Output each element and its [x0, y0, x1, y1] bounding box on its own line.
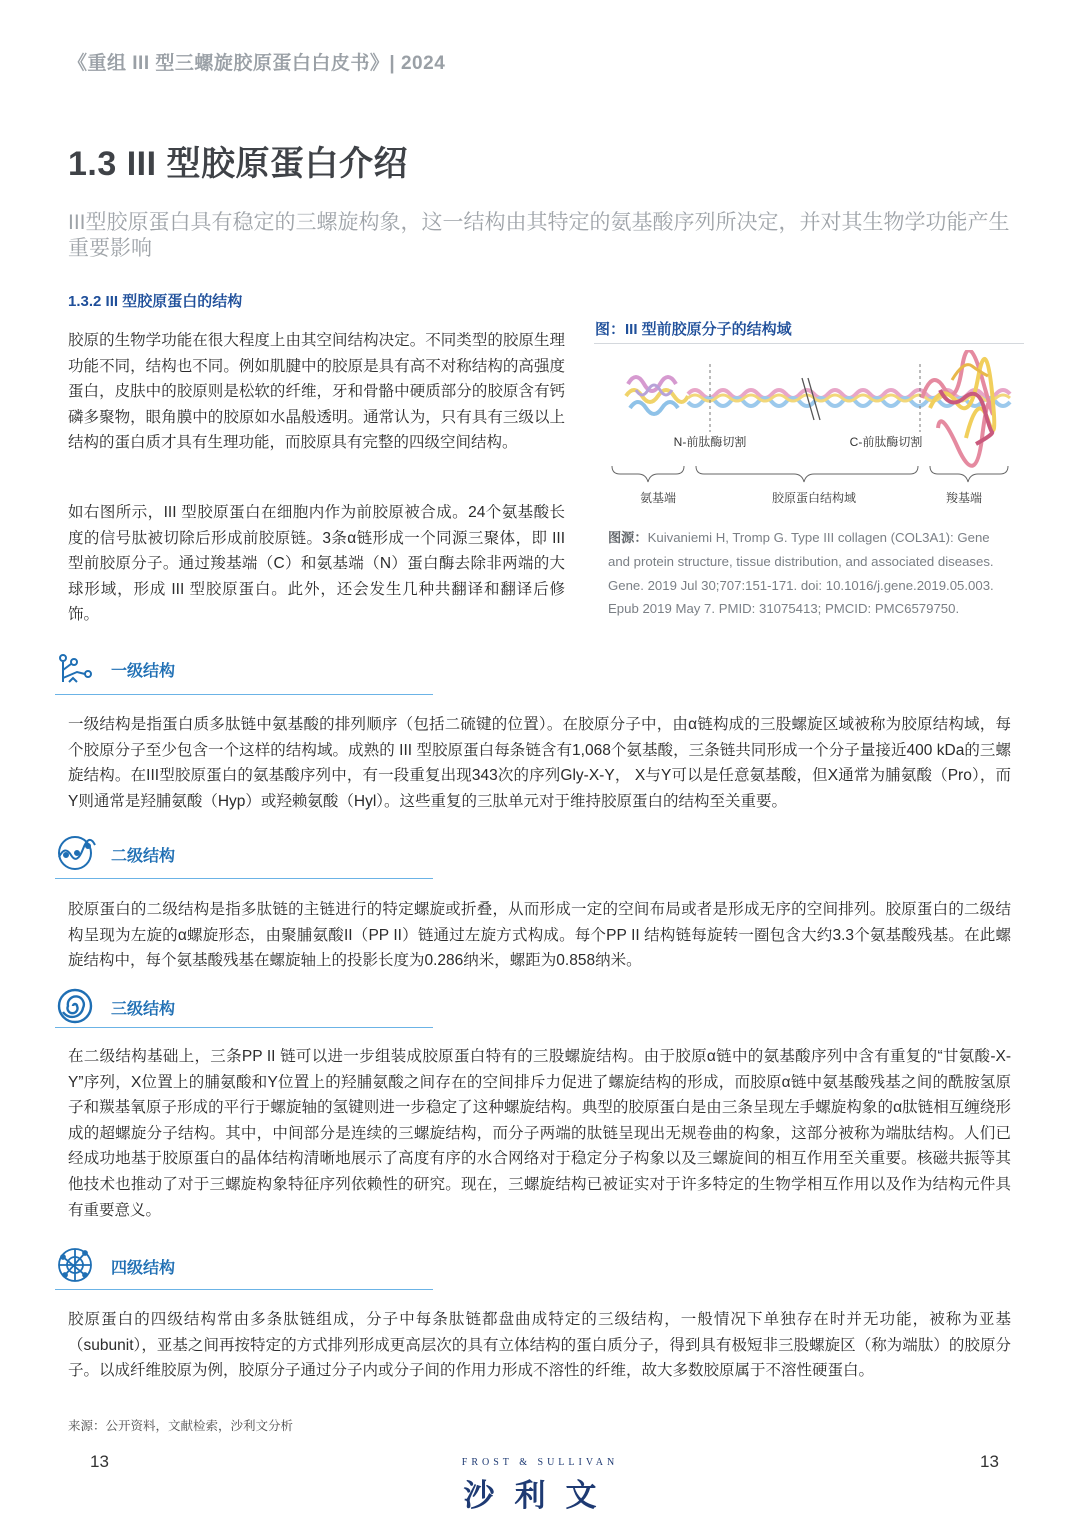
- tertiary-rule: [55, 1027, 433, 1028]
- subsection-title: 1.3.2 III 型胶原蛋白的结构: [68, 293, 243, 310]
- figure-title: 图：III 型前胶原分子的结构域: [595, 321, 792, 338]
- primary-structure-text: 一级结构是指蛋白质多肽链中氨基酸的排列顺序（包括二硫键的位置）。在胶原分子中，由α链构成的三股螺旋区域被称为胶原结构域，每个胶原分子至少包含一个这样的结构域。成熟的 III 型胶原蛋白每条链含有1,068个氨基酸，三条链共同形成一个分子量接近400 kDa的三螺旋结构。在III型胶原蛋白的氨基酸序列中，有一段重复出现343次的序列Gly-X-Y， X与Y可以是任意氨基酸，但X通常为脯氨酸（Pro），而Y则通常是羟脯氨酸（Hyp）或羟赖氨酸（Hyl）。这些重复的三肽单元对于维持胶原蛋白的结构至关重要。: [68, 716, 1011, 810]
- secondary-structure-text: 胶原蛋白的二级结构是指多肽链的主链进行的特定螺旋或折叠，从而形成一定的空间布局或者是形成无序的空间排列。胶原蛋白的二级结构呈现为左旋的α螺旋形态，由聚脯氨酸II（PP II）链通过左旋方式构成。每个PP II 结构链每旋转一圈包含大约3.3个氨基酸残基。在此螺旋结构中，每个氨基酸残基在螺旋轴上的投影长度为0.286纳米，螺距为0.858纳米。: [68, 901, 1011, 970]
- c-terminal-globule: [922, 350, 994, 466]
- carboxy-terminal-label: 羧基端: [945, 491, 983, 505]
- brand-english-logo: FROST & SULLIVAN: [461, 1457, 619, 1468]
- intro-paragraph-1: 胶原的生物学功能在很大程度上由其空间结构决定。不同类型的胶原生理功能不同，结构也不同。例如肌腱中的胶原是具有高不对称结构的高强度蛋白，皮肤中的胶原则是松软的纤维，牙和骨骼中硬质部分的胶原含有钙磷多聚物，眼角膜中的胶原如水晶般透明。通常认为，只有具有三级以上结构的蛋白质才具有生理功能，而胶原具有完整的四级空间结构。: [68, 332, 565, 452]
- figure-source: [608, 526, 1008, 621]
- collagen-domain-label: 胶原蛋白结构域: [771, 491, 857, 505]
- network-globe-icon: [55, 1245, 99, 1285]
- tertiary-structure-text: 在二级结构基础上，三条PP II 链可以进一步组装成胶原蛋白特有的三股螺旋结构。由于胶原α链中的氨基酸序列中含有重复的“甘氨酸-X-Y”序列，X位置上的脯氨酸和Y位置上的羟脯氨酸之间存在的空间排斥力促进了螺旋结构的形成，而胶原α链中氨基酸残基之间的酰胺氢原子和羰基氧原子形成的平行于螺旋轴的氢键则进一步稳定了这种螺旋结构。典型的胶原蛋白是由三条呈现左手螺旋构象的α肽链相互缠绕形成的超螺旋分子结构。其中，中间部分是连续的三螺旋结构，而分子两端的肽链呈现出无规卷曲的构象，这部分被称为端肽结构。人们已经成功地基于胶原蛋白的晶体结构清晰地展示了高度有序的水合网络对于稳定分子构象以及三螺旋间的相互作用至关重要。核磁共振等其他技术也推动了对于三螺旋构象特征序列依赖性的研究。现在，三螺旋结构已被证实对于许多特定的生物学相互作用以及作为结构元件具有重要意义。: [68, 1048, 1011, 1219]
- secondary-structure-label: 二级结构: [111, 848, 176, 865]
- helix-wave-icon: [55, 833, 99, 873]
- tertiary-structure-label: 三级结构: [111, 1001, 176, 1018]
- procollagen-diagram: [600, 350, 1020, 510]
- figure-source-label: 图源：: [608, 530, 648, 545]
- figure-source-text: Kuivaniemi H, Tromp G. Type III collagen (COL3A1): Gene and protein structure, tissue distribution, and associated diseases. Gene. 2019 Jul 30;707:151-171. doi: 10.1016/j.gene.2019.05.003. Epub 2019 May 7. PMID: 31075413; PMCID: PMC6579750.: [608, 530, 994, 617]
- n-cleavage-label: N-前肽酶切割: [673, 435, 747, 449]
- c-cleavage-label: C-前肽酶切割: [849, 435, 923, 449]
- section-subtitle: III型胶原蛋白具有稳定的三螺旋构象，这一结构由其特定的氨基酸序列所决定，并对其生物学功能产生重要影响: [68, 211, 1010, 260]
- quaternary-rule: [55, 1289, 433, 1290]
- primary-structure-heading: [55, 648, 435, 688]
- amino-terminal-label: 氨基端: [639, 491, 677, 505]
- tertiary-structure-heading: [55, 986, 435, 1026]
- primary-rule: [55, 694, 433, 695]
- quaternary-structure-text: 胶原蛋白的四级结构常由多条肽链组成，分子中每条肽链都盘曲成特定的三级结构，一般情况下单独存在时并无功能，被称为亚基（subunit），亚基之间再按特定的方式排列形成更高层次的具有立体结构的蛋白质分子，得到具有极短非三股螺旋区（称为端肽）的胶原分子。以成纤维胶原为例，胶原分子通过分子内或分子间的作用力形成不溶性的纤维，故大多数胶原属于不溶性硬蛋白。: [68, 1311, 1011, 1380]
- secondary-structure-heading: [55, 833, 435, 873]
- n-terminal-globule: [626, 377, 688, 414]
- section-title: 1.3 III 型胶原蛋白介绍: [68, 145, 408, 183]
- peptide-chain-icon: [55, 648, 99, 688]
- document-header-title: 《重组 III 型三螺旋胶原蛋白白皮书》| 2024: [68, 53, 446, 74]
- page-number-right: 13: [980, 1452, 999, 1471]
- spiral-icon: [55, 986, 99, 1026]
- secondary-rule: [55, 878, 433, 879]
- quaternary-structure-heading: [55, 1245, 435, 1285]
- primary-structure-label: 一级结构: [111, 663, 176, 680]
- quaternary-structure-label: 四级结构: [111, 1260, 176, 1277]
- brand-chinese-logo: 沙利文: [463, 1478, 617, 1513]
- page-number-left: 13: [90, 1452, 109, 1471]
- footer-source-note: 来源：公开资料，文献检索，沙利文分析: [68, 1419, 294, 1433]
- figure-divider: [594, 343, 1024, 344]
- intro-paragraph-2: 如右图所示，III 型胶原蛋白在细胞内作为前胶原被合成。24个氨基酸长度的信号肽被切除后形成前胶原链。3条α链形成一个同源三聚体，即 III 型前胶原分子。通过羧基端（C）和氨基端（N）蛋白酶去除非两端的大球形域，形成 III 型胶原蛋白。此外，还会发生几种共翻译和翻译后修饰。: [68, 504, 565, 624]
